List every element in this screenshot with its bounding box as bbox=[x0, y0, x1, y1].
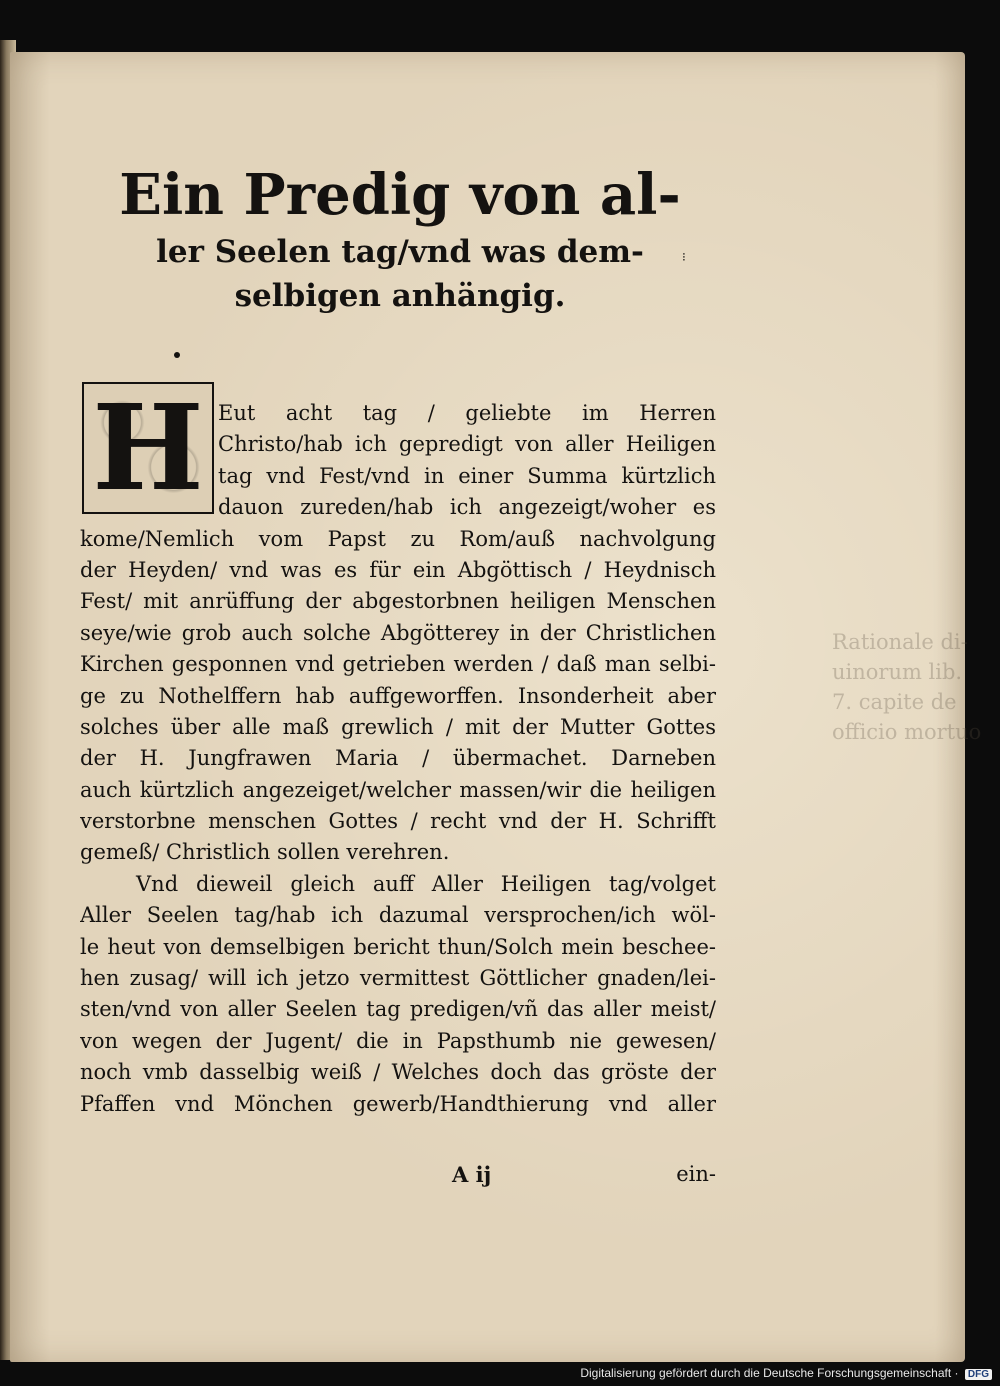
page-footer bbox=[80, 1162, 716, 1193]
text-line: Christo/hab ich gepredigt von aller Heiligen bbox=[218, 432, 716, 457]
text-line: seye/wie grob auch solche Abgötterey in der Christlichen bbox=[80, 620, 716, 645]
text-line: Eut acht tag / geliebte im Herren bbox=[218, 401, 716, 425]
signature-mark: A ij bbox=[452, 1162, 492, 1187]
text-line: noch vmb dasselbig weiß / Welches doch das gröste der bbox=[80, 1060, 716, 1085]
credit-text: Digitalisierung gefördert durch die Deutsche Forschungsgemeinschaft bbox=[580, 1366, 952, 1380]
page-text bbox=[80, 160, 720, 318]
text-line: Kirchen gesponnen vnd getrieben werden / daß man selbi- bbox=[80, 652, 716, 677]
text-line: auch kürtzlich angezeiget/welcher massen/wir die heiligen bbox=[80, 777, 716, 802]
digitization-credit: Digitalisierung gefördert durch die Deutsche Forschungsgemeinschaft · DFG bbox=[580, 1366, 992, 1380]
text-line: solches über alle maß grewlich / mit der Mutter Gottes bbox=[80, 714, 716, 739]
text-line: dauon zureden/hab ich angezeigt/woher es bbox=[218, 495, 716, 520]
catchword: ein- bbox=[676, 1162, 716, 1186]
ornament-dot bbox=[174, 352, 180, 358]
text-line: von wegen der Jugent/ die in Papsthumb nie gewesen/ bbox=[80, 1028, 716, 1053]
title-line-3: selbigen anhängig. bbox=[234, 278, 566, 314]
text-line: Pfaffen vnd Mönchen gewerb/Handthierung vnd aller bbox=[80, 1091, 716, 1116]
margin-mark: ⁝ bbox=[682, 250, 686, 264]
sermon-text bbox=[80, 398, 716, 1120]
text-line: verstorbne menschen Gottes / recht vnd der H. Schrifft bbox=[80, 809, 716, 834]
text-line: tag vnd Fest/vnd in einer Summa kürtzlich bbox=[218, 463, 716, 488]
text-line: der Heyden/ vnd was es für ein Abgöttisch / Heydnisch bbox=[80, 557, 716, 582]
text-line: Vnd dieweil gleich auff Aller Heiligen tag/volget bbox=[136, 871, 716, 896]
text-line: der H. Jungfrawen Maria / übermachet. Darneben bbox=[80, 746, 716, 771]
title-line-1: Ein Predig von al- bbox=[119, 162, 681, 228]
page-title bbox=[80, 160, 720, 318]
bleed-through-margin-note: Rationale di- uinorum lib. 7. capite de officio mortuo bbox=[832, 630, 982, 744]
text-line: gemeß/ Christlich sollen verehren. bbox=[80, 840, 450, 865]
text-line: le heut von demselbigen bericht thun/Solch mein beschee- bbox=[80, 934, 716, 959]
dfg-logo-icon: DFG bbox=[965, 1369, 992, 1380]
text-line: hen zusag/ will ich jetzo vermittest Göttlicher gnaden/lei- bbox=[80, 966, 716, 991]
text-line: sten/vnd von aller Seelen tag predigen/vñ das aller meist/ bbox=[80, 997, 716, 1022]
text-line: Aller Seelen tag/hab ich dazumal versprochen/ich wöl- bbox=[80, 903, 716, 928]
text-line: kome/Nemlich vom Papst zu Rom/auß nachvolgung bbox=[80, 526, 716, 551]
text-line: ge zu Nothelffern hab auffgeworffen. Insonderheit aber bbox=[80, 683, 716, 708]
decorated-initial: H bbox=[82, 382, 214, 514]
text-line: Fest/ mit anrüffung der abgestorbnen heiligen Menschen bbox=[80, 589, 716, 614]
title-line-2: ler Seelen tag/vnd was dem- bbox=[156, 234, 644, 270]
